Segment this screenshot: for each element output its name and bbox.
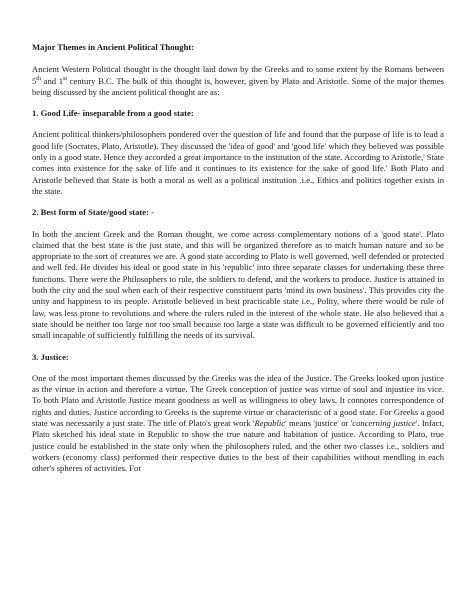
section-2-heading: 2. Best form of State/good state: -: [32, 207, 154, 218]
intro-text-1: Ancient Western Political thought is the thought laid down by the Greeks and to some extent by the Romans between 5: [32, 64, 444, 86]
section-3-text-3: '. Infact, Plato sketched his ideal state in Republic to show the true nature and habitation of justice. According to Plato, true justice could be established in the state only when the philosophers ruled, and the other two classes i.e., soldiers and workers (economy class) performed their respective duties to the best of their capabilities without mendling in each other's spheres of activities. For: [32, 418, 445, 474]
document-content: [32, 42, 444, 485]
intro-text-3: century B.C. The bulk of this thought is, however, given by Plato and Aristotle. Some of the major themes being discussed by the ancient political thought are as:: [32, 75, 444, 97]
intro-superscript-st: st: [63, 75, 68, 82]
intro-superscript-th: th: [36, 75, 41, 82]
section-3-italic-republic: Republic: [254, 418, 286, 429]
intro-text-2: and 1: [40, 75, 64, 86]
section-3-text-2: ' means 'justice' or ': [285, 418, 353, 429]
section-2-paragraph: In both the ancient Greek and the Roman thought, we come across complementary notions of a 'good state'. Plato claimed that the best state is the just state, and this will be organized therefore as to match human nature and so be appropriate to the sort of creatures we are. A good state according to Plato is well governed, well defended or protected and well fed. He divides his ideal or good state in his 'republic' into three separate classes for undertaking these three functions. There were the Philosophers to rule, the soldiers to defend, and the workers to produce. Justice is attained in both the city and the soul when each of their respective constituent parts 'mind its own business'. This provides city the unity and happiness to its people. Aristotle believed in best practicable state i.e., Polity, where there would be rule of law, was less prone to revolutions and where the rulers ruled in the interest of the whole state. He also believed that a state should be neither too large nor too small because too large a state was difficult to be governed efficiently and too small incapable of sufficiently fulfilling the needs of its survival.: [32, 228, 444, 341]
document-title: Major Themes in Ancient Political Thought:: [32, 42, 195, 52]
section-3-text-1: One of the most important themes discussed by the Greeks was the idea of the Justice. The Greeks looked upon justice as the virtue in action and therefore a virtue. The Greek conception of justice was virtue of soul and injustice its vice. To both Plato and Aristotle Justice meant goodness as well as willingness to obey laws. It connotes correspondence of rights and duties. Justice according to Greeks is the supreme virtue or characteristic of a good state. For Greeks a good state was necessarily a just state. The title of Plato's great work ': [32, 372, 444, 429]
section-1-heading: 1. Good Life- inseparable from a good state:: [32, 108, 194, 119]
section-3-italic-concerning-justice: concerning justice: [352, 418, 416, 429]
section-3-heading: 3. Justice:: [32, 351, 69, 362]
section-1-paragraph: Ancient political thinkers/philosophers pondered over the question of life and found that the purpose of life is to lead a good life (Socrates, Plato, Aristotle). They discussed the 'idea of good' and 'good life' which they believed was possible only in a good state. Hence they accorded a great importance to the institution of the state. According to Aristotle,' State comes into existence for the sake of life and it continues to its existence for the sake of good life.' Both Plato and Aristotle believed that State is both a moral as well as a political institution .i.e., Ethics and politics together exists in the state.: [32, 129, 444, 196]
section-3-paragraph: [32, 373, 444, 475]
intro-paragraph: [32, 64, 444, 98]
